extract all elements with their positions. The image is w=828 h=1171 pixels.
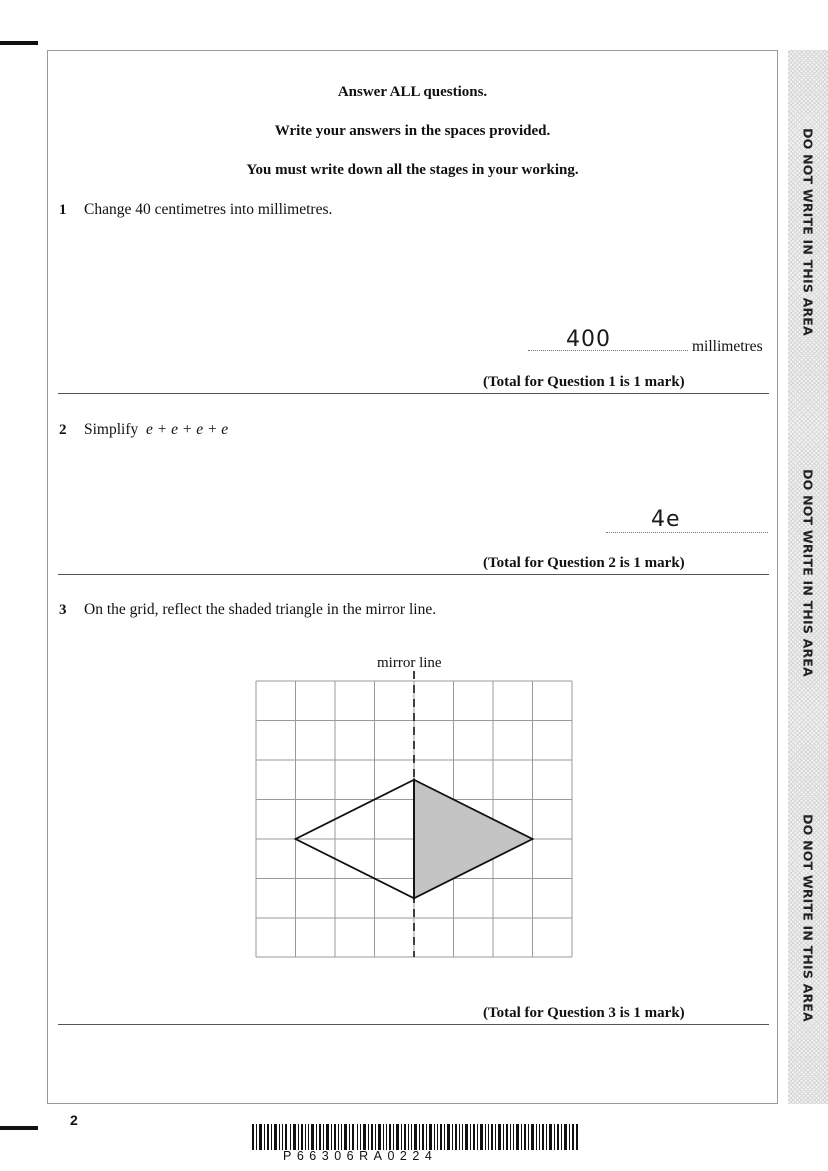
instruction-show-working: You must write down all the stages in your working. <box>246 162 579 178</box>
question-1-text: Change 40 centimetres into millimetres. <box>84 201 333 218</box>
instruction-write-answers: Write your answers in the spaces provided. <box>274 123 551 139</box>
top-edge-mark <box>0 41 38 45</box>
barcode <box>252 1124 578 1150</box>
question-1-unit: millimetres <box>692 338 763 355</box>
question-1-number: 1 <box>59 202 67 218</box>
question-2-expression: e + e + e + e <box>146 421 229 438</box>
question-3-divider <box>58 1024 769 1025</box>
page-number: 2 <box>70 1112 78 1128</box>
question-2-answer-line[interactable] <box>606 532 768 533</box>
question-2-answer: 4e <box>651 507 681 532</box>
bottom-edge-mark <box>0 1126 38 1130</box>
instruction-answer-all: Answer ALL questions. <box>337 84 488 100</box>
question-1-answer: 400 <box>566 327 611 352</box>
question-3-total: (Total for Question 3 is 1 mark) <box>483 1005 685 1021</box>
margin-warning-bottom: DO NOT WRITE IN THIS AREA <box>800 814 816 1022</box>
question-1-total: (Total for Question 1 is 1 mark) <box>483 374 685 390</box>
question-2-number: 2 <box>59 422 67 438</box>
barcode-number: P66306RA0224 <box>283 1149 438 1163</box>
question-3-number: 3 <box>59 602 67 618</box>
question-3-text: On the grid, reflect the shaded triangle in the mirror line. <box>84 601 437 618</box>
question-1-divider <box>58 393 769 394</box>
question-2-text <box>84 421 228 439</box>
question-2-total: (Total for Question 2 is 1 mark) <box>483 555 685 571</box>
margin-warning-middle: DO NOT WRITE IN THIS AREA <box>800 469 816 677</box>
question-2-instruction: Simplify <box>84 421 139 438</box>
mirror-line-label: mirror line <box>377 655 442 671</box>
margin-warning-top: DO NOT WRITE IN THIS AREA <box>800 128 816 336</box>
reflection-grid[interactable] <box>250 650 580 962</box>
shaded-triangle <box>414 780 533 899</box>
question-2-divider <box>58 574 769 575</box>
